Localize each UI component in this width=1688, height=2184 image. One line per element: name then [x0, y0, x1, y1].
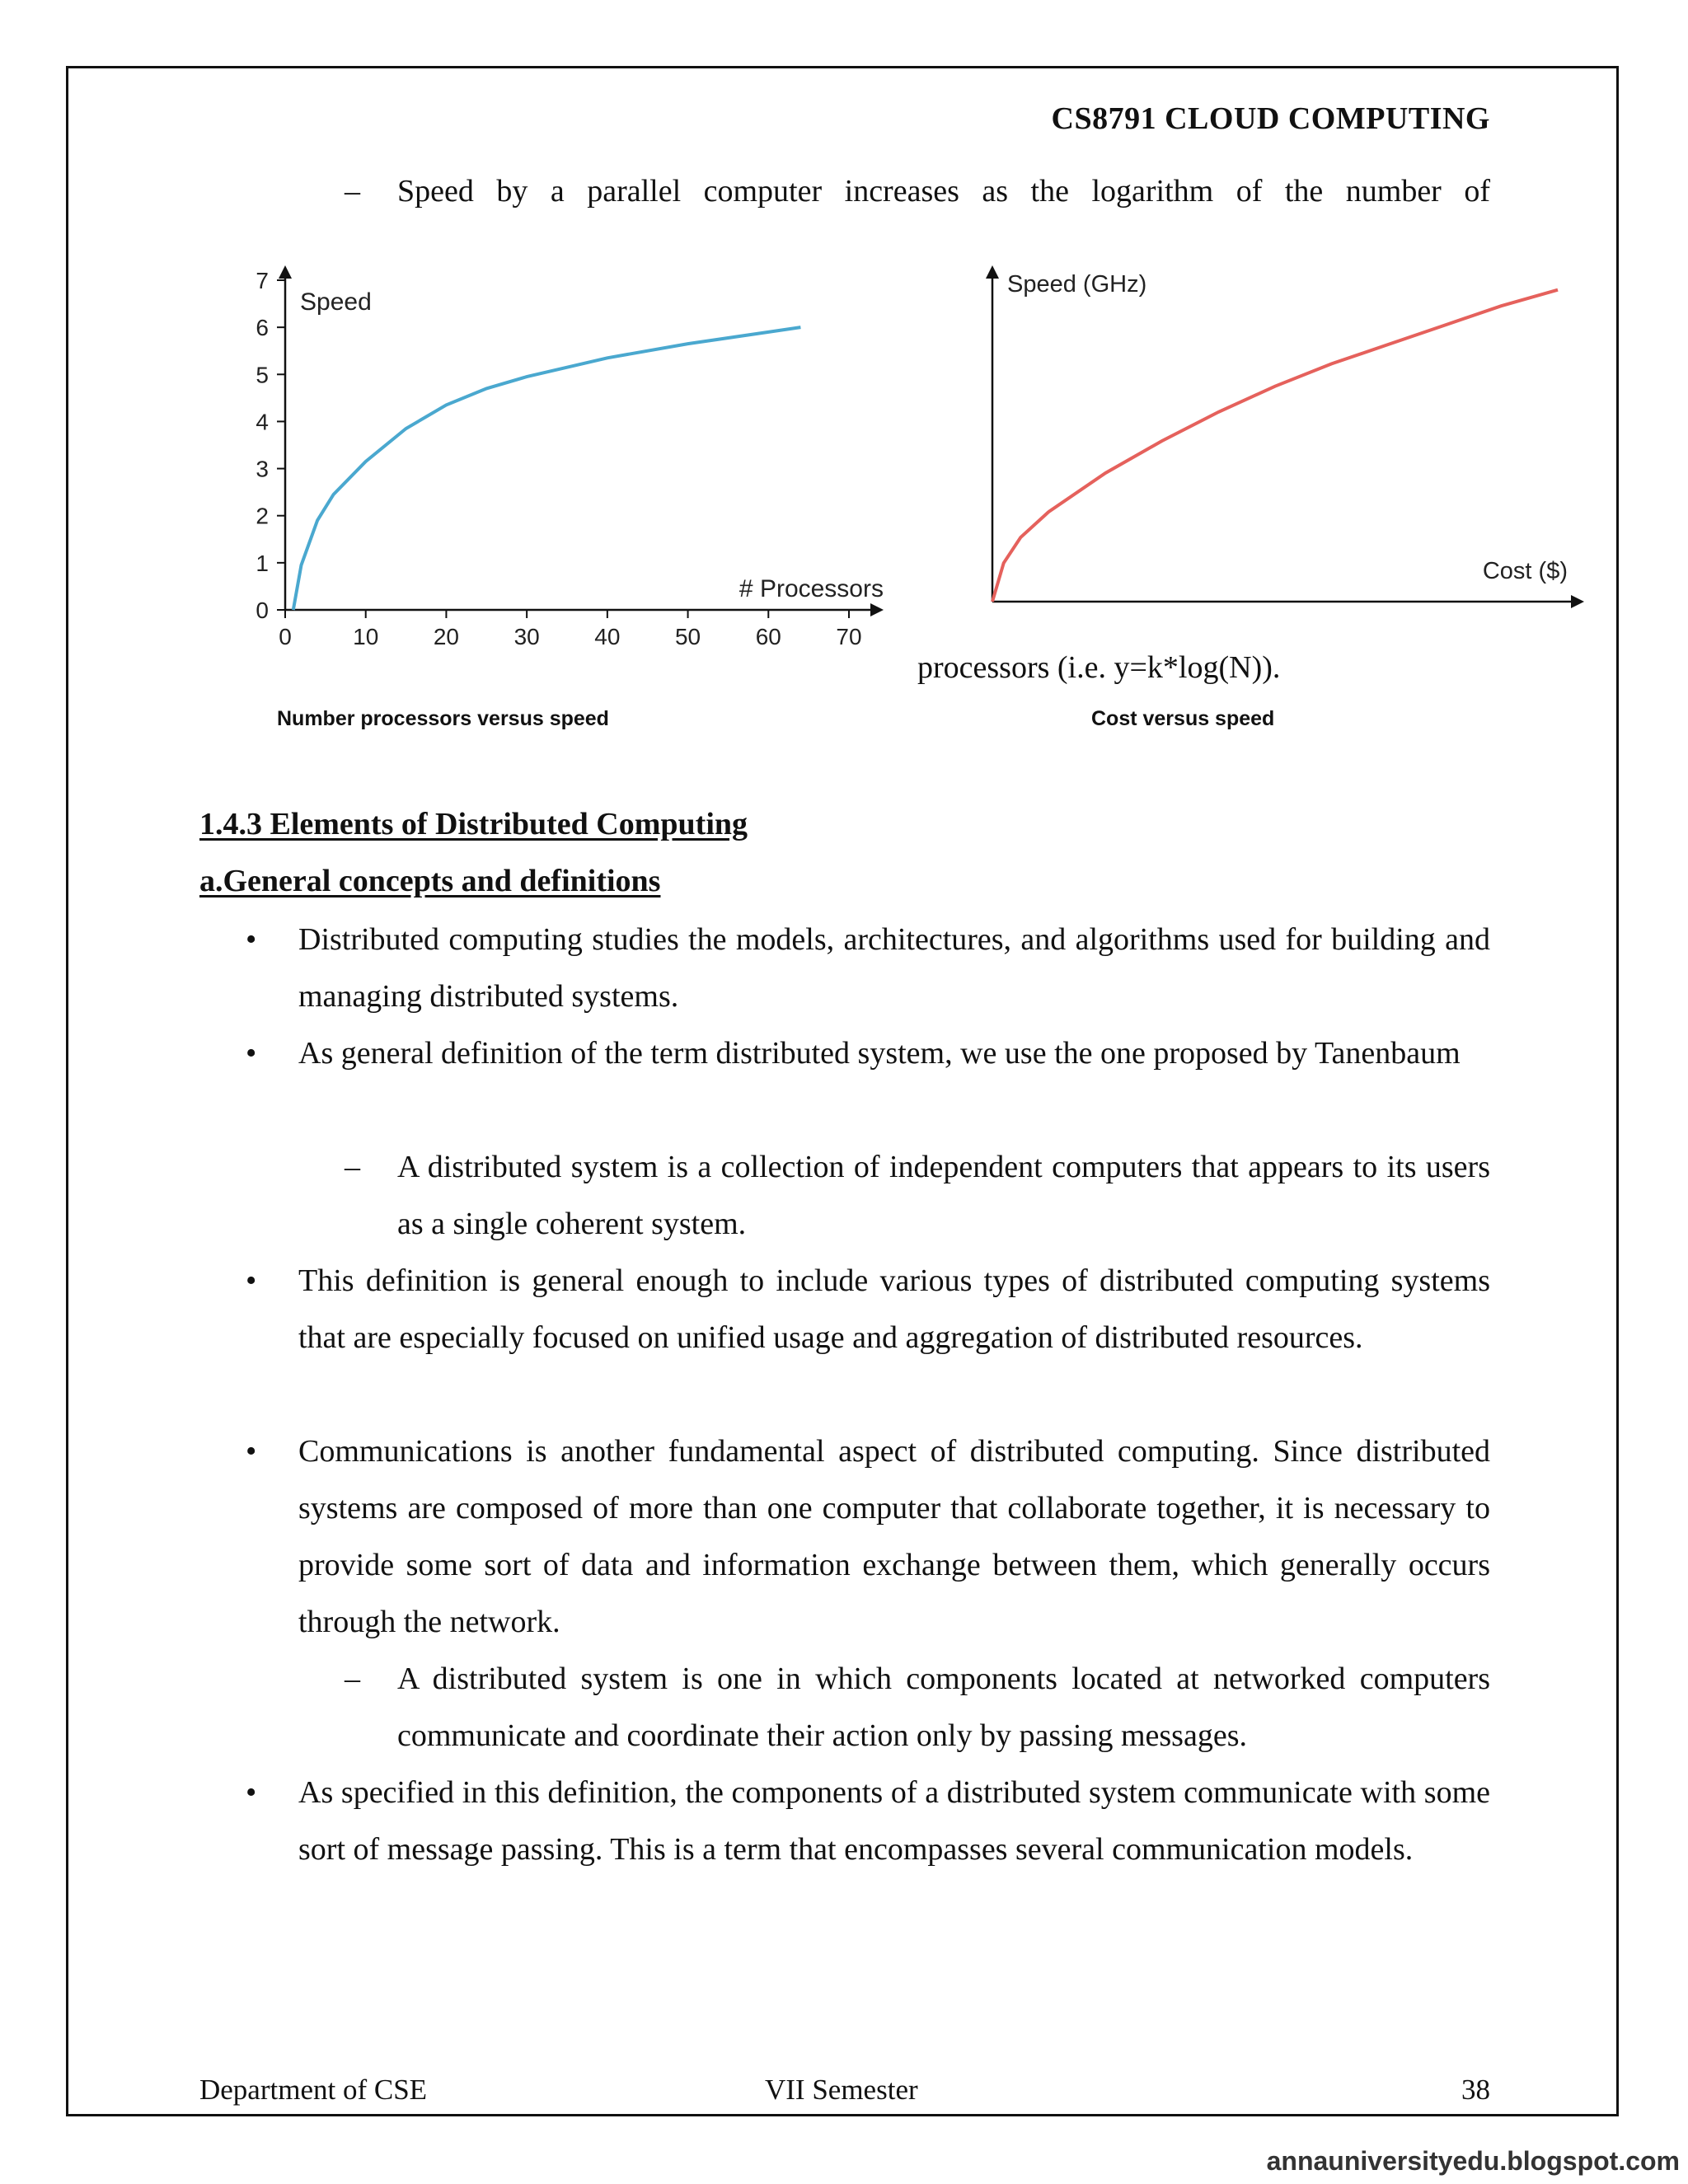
section-title: 1.4.3 Elements of Distributed Computing: [199, 807, 748, 841]
bullet-item: As general definition of the term distributed system, we use the one proposed by Tanenbaum: [298, 1036, 1461, 1071]
sub-bullet-item: A distributed system is a collection of independent computers that appears to its users as a single coherent system.: [397, 1150, 1490, 1241]
y-axis-arrow-icon: [279, 265, 292, 279]
bullet-marker: •: [246, 1036, 257, 1071]
x-axis-arrow-icon: [1571, 595, 1584, 608]
y-axis-label: Speed (GHz): [1007, 271, 1147, 298]
footer-department: Department of CSE: [199, 2074, 428, 2106]
bullet-marker: •: [246, 1263, 257, 1298]
x-tick-label: 30: [513, 624, 540, 649]
y-tick-label: 3: [256, 456, 269, 482]
bullet-item: This definition is general enough to include various types of distributed computing systems that are especially focused on unified usage and aggregation of distributed resources.: [298, 1263, 1490, 1355]
x-axis-label: Cost ($): [1482, 558, 1568, 584]
y-tick-label: 7: [256, 268, 269, 293]
speed-series-line: [293, 327, 801, 610]
watermark: annauniversityedu.blogspot.com: [1266, 2146, 1680, 2176]
x-tick-label: 50: [674, 624, 701, 649]
x-tick-label: 0: [279, 624, 292, 649]
x-tick-label: 70: [836, 624, 862, 649]
course-header: CS8791 CLOUD COMPUTING: [1051, 101, 1490, 136]
chart-cost-vs-speed: [973, 264, 1591, 618]
x-axis-arrow-icon: [870, 603, 884, 616]
bullet-item: As specified in this definition, the components of a distributed system communicate with some sort of message passing. This is a term that encompasses several communication models.: [298, 1775, 1490, 1867]
speed-series-line: [992, 290, 1558, 602]
footer-page-number: 38: [1461, 2074, 1490, 2106]
x-tick-label: 10: [353, 624, 379, 649]
x-tick-label: 60: [755, 624, 781, 649]
bullet-marker: •: [246, 1434, 257, 1469]
x-tick-label: 40: [594, 624, 621, 649]
bullet-marker: •: [246, 1775, 257, 1810]
footer-semester: VII Semester: [765, 2074, 918, 2106]
y-tick-label: 0: [256, 598, 269, 623]
y-axis-label: Speed: [300, 288, 372, 316]
bullet-item: Communications is another fundamental aspect of distributed computing. Since distributed systems are composed of more than one computer that collaborate together, it is necessary to provide some sort of data and information exchange between them, which generally occurs through the network.: [298, 1434, 1490, 1639]
bullet-marker: •: [246, 922, 257, 957]
x-axis-label: # Processors: [738, 575, 884, 602]
y-tick-label: 4: [256, 409, 269, 435]
y-tick-label: 1: [256, 550, 269, 576]
figure-caption-cost: Cost versus speed: [1091, 707, 1275, 730]
dash-marker: –: [345, 174, 360, 209]
y-tick-label: 2: [256, 503, 269, 529]
figure-caption-processors: Number processors versus speed: [277, 707, 609, 730]
section-subtitle: a.General concepts and definitions: [199, 864, 661, 898]
dash-marker: –: [345, 1661, 360, 1696]
sub-bullet-item: A distributed system is one in which components located at networked computers communicate and coordinate their action only by passing messages.: [397, 1661, 1490, 1753]
intro-text-line-1: Speed by a parallel computer increases as the logarithm of the number of: [397, 174, 1490, 209]
y-axis-arrow-icon: [986, 265, 999, 279]
y-tick-label: 6: [256, 315, 269, 341]
chart-processors-vs-speed: [231, 264, 907, 659]
bullet-item: Distributed computing studies the models, architectures, and algorithms used for building and managing distributed systems.: [298, 922, 1490, 1014]
intro-text-line-2: processors (i.e. y=k*log(N)).: [917, 650, 1281, 685]
dash-marker: –: [345, 1150, 360, 1184]
y-tick-label: 5: [256, 362, 269, 388]
x-tick-label: 20: [433, 624, 460, 649]
